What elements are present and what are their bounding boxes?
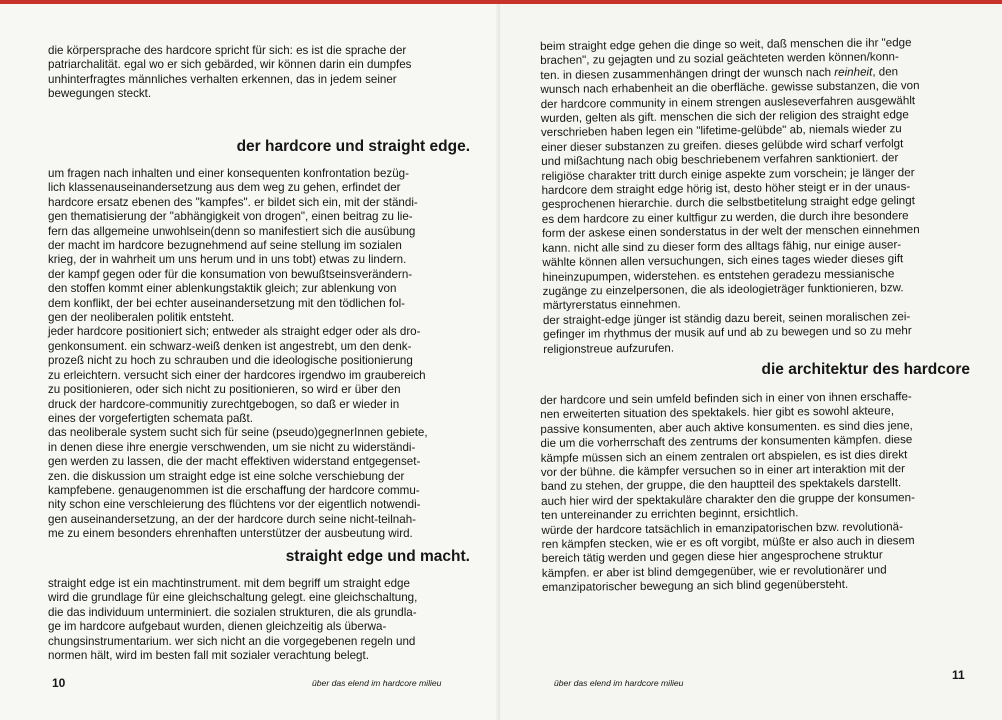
page-number-left: 10 bbox=[52, 676, 66, 690]
emphasis-reinheit: reinheit bbox=[834, 65, 873, 79]
right-page bbox=[500, 4, 1002, 720]
section-heading-straight-edge-macht: straight edge und macht. bbox=[285, 548, 470, 565]
left-page bbox=[0, 4, 500, 720]
section-body-straight-edge-macht bbox=[48, 577, 466, 663]
right-top-paragraph bbox=[540, 35, 975, 356]
section2-text: straight edge ist ein machtinstrument. mit dem begriff um straight edge wird die grundlage für eine gleichschaltung gelegt. eine gleichschaltung, die das individuum unterminiert. die sozialen strukturen, die als grundla- ge im hardcore aufgebaut wurden, dienen gleichzeitig als überwa- chungsinstrumentarium. wer sich nicht an die vorgegebenen regeln und normen hält, wird im besten fall mit sozialer verachtung belegt. bbox=[48, 577, 418, 663]
section-body-hardcore-straight-edge bbox=[48, 167, 466, 542]
right-top-text bbox=[540, 35, 975, 356]
book-spread bbox=[0, 4, 1002, 720]
section-body-architektur bbox=[540, 389, 974, 595]
section1-text: um fragen nach inhalten und einer konsequenten konfrontation bezüg- lich klassenauseinandersetzung aus dem weg zu gehen, erfindet der hardcore ersatz ebenen des "kampfes". er bildet sich ein, mit der ständi- gen thematisierung der "abhängigkeit von drogen", einen beitrag zu lie- fern das allgemeine unwohlsein(denn so manifestiert sich die ausübung der macht im hardcore bezugnehmend auf seine stellung im sozialen krieg, der in wahrheit um uns herum und in uns tobt) etwas zu lindern. der kampf gegen oder für die konsumation von bewußtseinsverändern- den stoffen kommt einer ablenkungstaktik gleich; zur ablenkung von dem konflikt, der bei echter auseinandersetzung mit den tödlichen fol- gen der neoliberalen politik entsteht. jeder hardcore positioniert sich; entweder als straight edger oder als dro- genkonsument. ein schwarz-weiß denken ist angestrebt, um den denk- prozeß nicht zu hoch zu schrauben und die ideologische positionierung zu erleichtern. versucht sich einer der hardcores irgendwo im graubereich zu positionieren, oder sich nicht zu positionieren, so wird er über den druck der hardcore-communitiy zurechtgebogen, so daß er wieder in eines der vorgefertigten schemata paßt. das neoliberale system sucht sich für seine (pseudo)gegnerInnen gebiete, in denen diese ihre energie verschwenden, um sie nicht zu widerständi- gen werden zu lassen, die der macht effektiven widerstand entgegenset- zen. die diskussion um straight edge ist eine solche verschiebung der kampfebene. genaugenommen ist die erschaffung der hardcore commu- nity schon eine verschleierung des flüchtens vor der eigentlich notwendi- gen auseinandersetzung, an der der hardcore durch seine nicht-teilnah- me zu einem besonders ehrenhaften unterstützer der ausbeutung wird. bbox=[48, 167, 428, 541]
right-top-text-part2: , den wunsch nach erhabenheit an die oberfläche. gewisse substanzen, die von der hardcore community in einem strengen ausleseverfahren ausgewählt wurden, gelten als gift. menschen die sich der religion des straight edge verschrieben haben legen ein "lifetime-gelübde" ab, niemals wieder zu einer dieser substanzen zu greifen. dieses gelübde wird scharf verfolgt und mißachtung nach obig beschriebenem verfahren sanktioniert. der religiöse charakter tritt durch einige aspekte zum vorschein; je länger der hardcore dem straight edge hörig ist, desto höher steigt er in der unaus- gesprochenen hierarchie. durch die selbstbetitelung straight edge gelingt es dem hardcore zu einer kultfigur zu werden, die durch ihre besondere form der askese einen sonderstatus in der welt der menschen einnehmen kann. nicht alle sind zu dieser form des alltags fähig, nur einige auser- wählte können allen versuchungen, sich eines tages wieder dieses gift hineinzupumpen, widerstehen. es entstehen geradezu messianische zugänge zu einzelpersonen, die als ideologieträger funktionieren, bzw. märtyrerstatus einnehmen. der straight-edge jünger ist ständig dazu bereit, seinen moralischen zei- gefinger im rhythmus der musik auf und ab zu bewegen und so zu mehr religionstreue aufzurufen. bbox=[540, 65, 920, 356]
section-heading-hardcore-straight-edge: der hardcore und straight edge. bbox=[236, 138, 470, 155]
intro-text: die körpersprache des hardcore spricht für sich: es ist die sprache der patriarchalität. egal wo er sich gebärded, wir können darin ein dumpfes unhinterfragtes männliches verhalten erkennen, das in jedem seiner bewegungen steckt. bbox=[48, 44, 412, 101]
section-heading-architektur: die architektur des hardcore bbox=[761, 361, 970, 378]
right-top-text-part1: beim straight edge gehen die dinge so weit, daß menschen die ihr "edge brachen", zu gejagten und zu sozial geächteten werden können/konn- ten. in diesen zusammenhängen dringt der wunsch nach bbox=[540, 36, 912, 82]
section3-text: der hardcore und sein umfeld befinden sich in einer von ihnen erschaffe- nen erweiterten situation des spektakels. hier gibt es sowohl akteure, passive konsumenten, aber auch aktive konsumenten. es sind dies jene, die um die vorherrschaft des zentrums der konsumenten kämpfen. diese kämpfe müssen sich an einem zentralen ort abspielen, es ist dies direkt vor der bühne. die kämpfer versuchen so in einer art interaktion mit der band zu stehen, der gruppe, die den hauptteil des spektakels darstellt. auch hier wird der spektakuläre charakter den die gruppe der konsumen- ten untereinander zu errichten beginnt, ersichtlich. würde der hardcore tatsächlich in emanzipatorischen bzw. revolutionä- ren kämpfen stecken, wie er es oft vorgibt, müßte er also auch in diesem bereich tätig werden und gegen diese hier angesprochene struktur kämpfen. er aber ist blind demgegenüber, wie er revolutionärer und emanzipatorischer bewegung an sich blind gegenübersteht. bbox=[540, 390, 915, 595]
running-footer-right: über das elend im hardcore milieu bbox=[554, 678, 684, 688]
page-number-right: 11 bbox=[952, 668, 965, 682]
running-footer-left: über das elend im hardcore milieu bbox=[312, 678, 442, 688]
intro-paragraph bbox=[48, 44, 466, 102]
